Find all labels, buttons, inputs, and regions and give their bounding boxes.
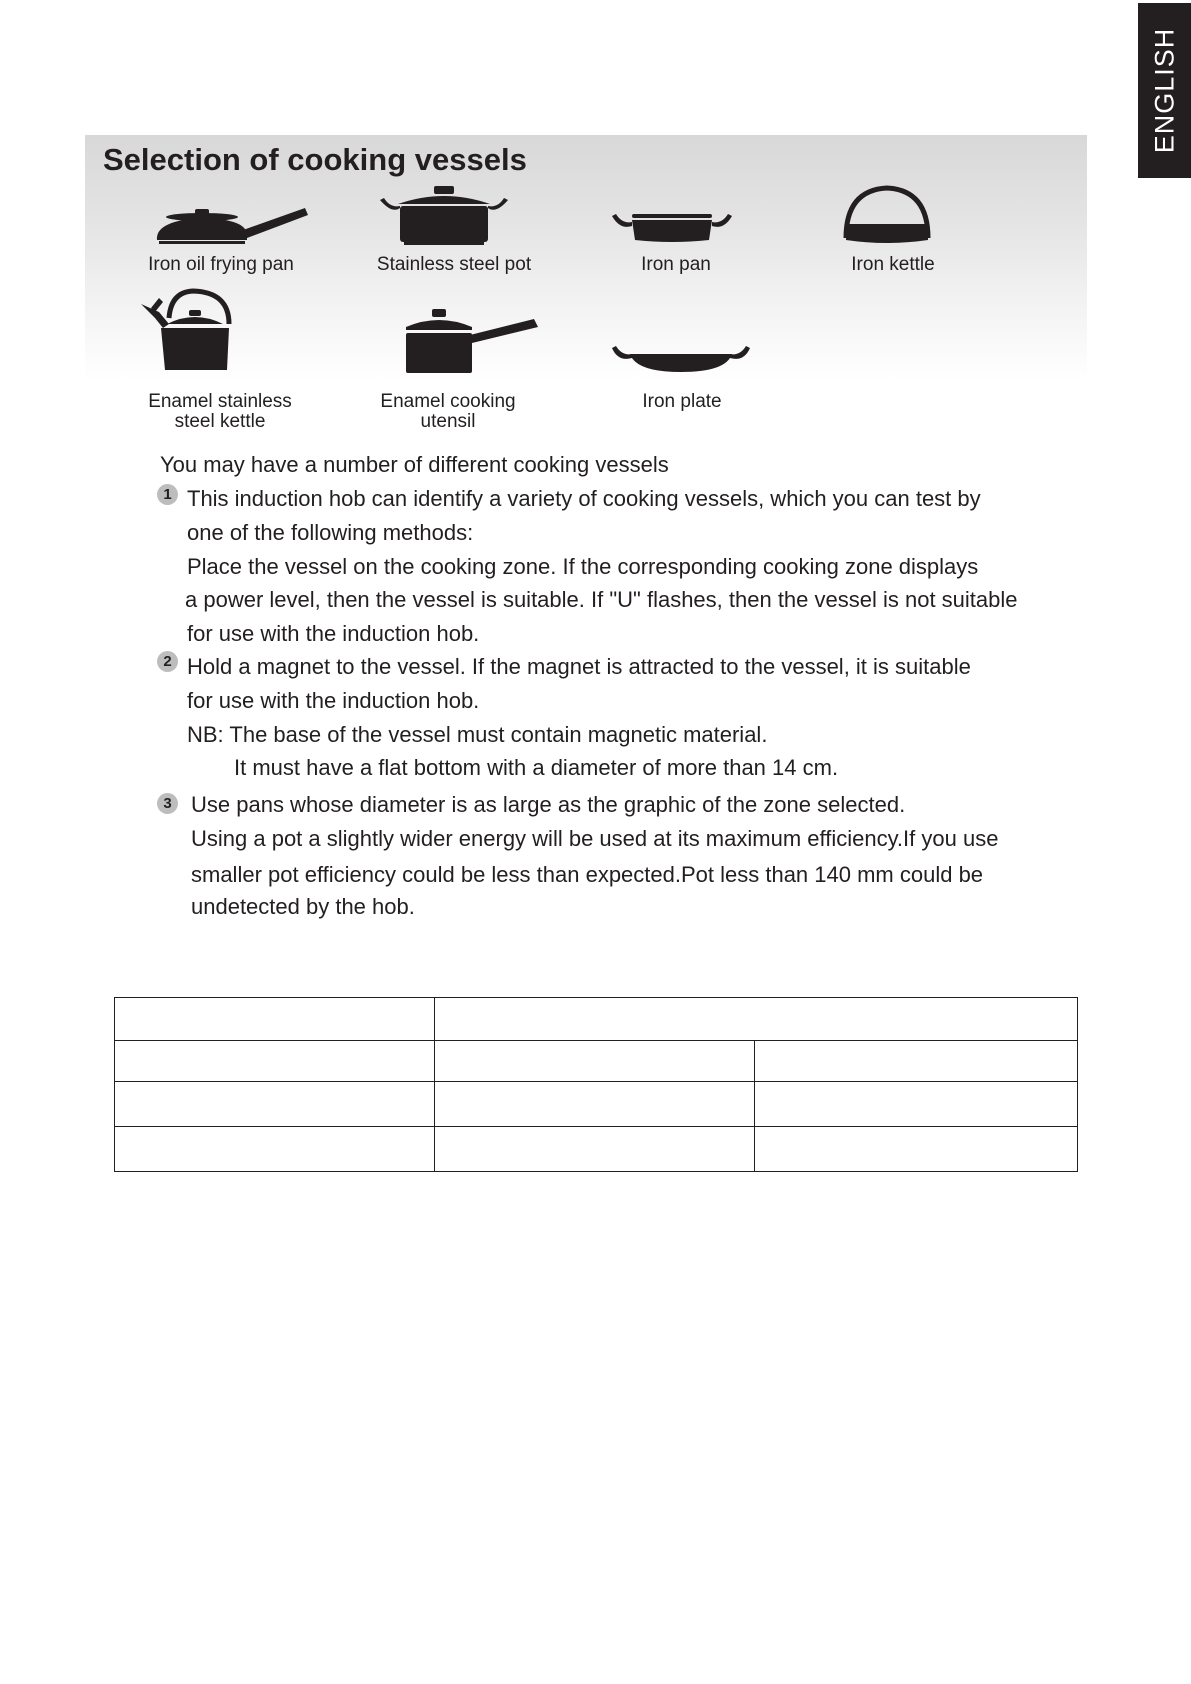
table-cell [435,1127,755,1172]
step-2-line-4: It must have a flat bottom with a diameter of more than 14 cm. [234,755,839,780]
vessel-label-enamel-stainless-steel-kettle: Enamel stainless steel kettle [148,391,292,432]
language-tab-label: ENGLISH [1149,27,1180,154]
vessel-label-iron-kettle: Iron kettle [851,254,935,275]
table-cell [755,1041,1078,1082]
step-1-line-5: for use with the induction hob. [187,621,480,646]
table-cell [435,998,1078,1041]
table-row [115,1127,1078,1172]
page-title: Selection of cooking vessels [103,142,527,177]
table-cell [115,998,435,1041]
step-1-number: 1 [157,484,178,505]
iron-pan-icon [612,210,732,246]
step-1-line-3: Place the vessel on the cooking zone. If the corresponding cooking zone displays [187,554,979,579]
step-2-line-1: Hold a magnet to the vessel. If the magnet is attracted to the vessel, it is suitable [187,654,971,679]
table-row [115,998,1078,1041]
step-3-line-4: undetected by the hob. [191,894,415,919]
table-row [115,1041,1078,1082]
table-row [115,1082,1078,1127]
step-3-line-3: smaller pot efficiency could be less than expected.Pot less than 140 mm could be [191,862,984,887]
whistling-kettle-icon [141,288,238,374]
table-cell [115,1127,435,1172]
step-1-line-1: This induction hob can identify a variety of cooking vessels, which you can test by [187,486,981,511]
vessel-label-enamel-cooking-utensil: Enamel cooking utensil [380,391,516,432]
step-3-number: 3 [157,793,178,814]
step-1-line-2: one of the following methods: [187,520,474,545]
stock-pot-icon [380,186,508,246]
step-3-line-2: Using a pot a slightly wider energy will be used at its maximum efficiency.If you use [191,826,999,851]
step-2-number: 2 [157,651,178,672]
table-cell [755,1127,1078,1172]
table-cell [115,1082,435,1127]
vessel-label-stainless-steel-pot: Stainless steel pot [376,254,532,275]
table-cell [435,1082,755,1127]
blank-table [114,997,1078,1172]
frying-pan-icon [155,200,310,250]
language-tab [1138,3,1191,178]
intro-text: You may have a number of different cooking vessels [160,452,669,477]
kettle-dome-icon [842,184,932,246]
vessel-label-iron-plate: Iron plate [642,391,722,412]
table-cell [115,1041,435,1082]
step-3-line-1: Use pans whose diameter is as large as the graphic of the zone selected. [191,792,906,817]
table-cell [755,1082,1078,1127]
step-1-line-4: a power level, then the vessel is suitable. If "U" flashes, then the vessel is not suitable [185,587,1018,612]
step-2-line-2: for use with the induction hob. [187,688,480,713]
iron-plate-icon [612,344,750,376]
vessel-label-iron-oil-frying-pan: Iron oil frying pan [148,254,294,275]
saucepan-icon [404,309,539,377]
table-cell [435,1041,755,1082]
vessel-label-iron-pan: Iron pan [641,254,711,275]
step-2-line-3: NB: The base of the vessel must contain magnetic material. [187,722,768,747]
